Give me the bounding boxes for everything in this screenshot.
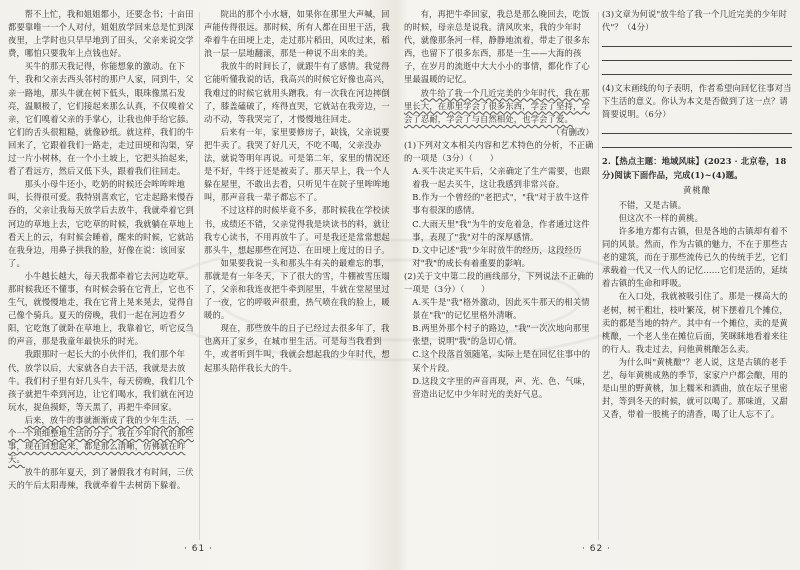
option-a: A.买牛决定买牛后，父亲确定了生产需要，也跟着我一起去买牛，这让我感到非常兴奋。: [412, 166, 591, 190]
right-page-column-1: [404, 8, 594, 544]
left-page-column-1: [8, 8, 194, 544]
paragraph: 许多地方都有古镇，但是各地的古镇却有着不同的风景。然而，作为古镇的魅力，不在于那些古老的建筑，而在于那些流传已久的传统手艺，它们承载着一代又一代人的记忆……它们是活的，延续着古镇的生命和呼吸。: [602, 225, 788, 289]
option-b: B.两里外那个村子的路边，"我"一次次地向那里张望，说明"我"的急切心情。: [412, 323, 590, 347]
paragraph: 院出的那个小水塘，如果你在那里大声喊，回声能传得很远。那时候，所有人都在田里干活，我牵着牛在田埂上走，走过那片稻田，风吹过来，稻浪一层一层地翻滚，那是一种说不出来的美。: [204, 9, 390, 59]
option-d: D.文中记述"我"少年时放牛的经历，这段经历对"我"的成长有着重要的影响。: [412, 244, 582, 268]
left-page: [8, 8, 392, 556]
paragraph: 放牛给了我一个几近完美的少年时代，我在那里长大，在那里学会了很多东西，学会了坚持，学会了忍耐，学会了与自然相处，也学会了爱。: [404, 87, 590, 124]
question-2: (2)关于文中第二段的画线部分，下列说法不正确的一项是（3分）（ ）: [404, 270, 594, 294]
paragraph: 不过这样的时候毕竟不多，那时候我在学校读书，成绩还不错，父亲觉得我是块读书的料，就让我专心读书，不用再放牛了。可是我还是常常想起那头牛，想起那些在河边、在田埂上度过的日子。: [204, 205, 390, 255]
option-c: C.大雨天里"我"为牛的安危着急，作者通过这件事，表现了"我"对牛的深厚感情。: [412, 218, 590, 242]
paragraph: 后来有一年，家里要修房子，缺钱，父亲说要把牛卖了。我哭了好几天，不吃不喝，父亲没办法，就说等明年再说。可是第二年，家里的情况还是不好，牛终于还是被卖了。那天早上，我一个人躲在屋里，不敢出去看，只听见牛在院子里哞哞地叫，那声音我一辈子都忘不了。: [204, 126, 390, 203]
option-b: B.作为一个曾经的"老把式"，"我"对于放牛这件事有很深的感情。: [412, 192, 590, 216]
question-3: (3)文章为何说"放牛给了我一个几近完美的少年时代"？（4分）: [602, 9, 788, 33]
paragraph: 现在，那些放牛的日子已经过去很多年了，我也离开了家乡，在城市里生活。可是每当我看到牛，或者听到牛叫，我就会想起我的少年时代，想起那头陪伴我长大的牛。: [204, 323, 390, 373]
column-divider: [598, 12, 599, 540]
paragraph: 买牛的那天我记得，你能想象的激动。在下午，我和父亲去西头邻村的那户人家，同到牛，父亲一路地，那头牛就在树下低头，眼珠像黑石发亮，温顺极了，它们接起来那么认真，不仅嗅着父亲，它们嗅着父亲的手掌心，让我也伸手给它舔。它们的舌头很粗糙，就像砂纸。就这样，我们的牛回来了，它跟着我们一路走，走过田埂和沟渠，穿过一片小树林，在一个小土坡上，它把头抬起来，看了看远方，然后又低下头，跟着我们往回走。: [8, 61, 194, 177]
paragraph: 小牛越长越大，每天我都牵着它去河边吃草。那时候我还不懂事，有时候会骑在它背上，它也不生气，就慢慢地走，我在它背上晃来晃去，觉得自己像个骑兵。夏天的傍晚，我们一起在河边看夕阳，它吃饱了就卧在草地上，我靠着它，听它反刍的声音，那是我童年最快乐的时光。: [8, 270, 194, 347]
answer-line[interactable]: [602, 135, 792, 148]
paragraph: 在入口处，我就被吸引住了。那是一棵高大的老树，树干粗壮，枝叶繁茂，树下摆着几个摊位，卖的都是当地的特产。其中有一个摊位，卖的是黄桃酿，一个老人坐在摊位后面，笑眯眯地看着来往的行人。我走过去，问他黄桃酿怎么卖。: [602, 291, 788, 354]
paragraph: 为什么叫"黄桃酿"？老人说，这是古镇的老手艺，每年黄桃成熟的季节，家家户户都会酿，用的是山里的野黄桃，加上糯米和酒曲，放在坛子里密封，等到冬天的时候，就可以喝了。那味道，又甜又香，带着一股桃子的清香，喝了让人忘不了。: [602, 356, 788, 420]
page-number-right: · 62 ·: [582, 544, 611, 554]
right-page: [404, 8, 792, 556]
answer-line[interactable]: [602, 62, 792, 75]
question-4: (4)文末画线的句子表明，作者希望向回忆往事对当下生活的意义。你认为本文是否做到了这一点？请简要说明。（6分）: [602, 83, 792, 120]
source-note: （有删改）: [551, 126, 594, 137]
paragraph: 后来，放牛的事就渐渐成了我的少年生活，一个一个琐细整地生活的分子。我在少年时代的那些事，现在回想起来，都是那么清晰，仿佛就在昨天。: [8, 414, 194, 465]
right-page-column-2: [602, 8, 792, 544]
option-c: C.这个段落首领随笔，实际上是在回忆往事中的某个片段。: [412, 349, 591, 373]
paragraph: 我放牛的时间长了，就跟牛有了感情。我觉得它能听懂我说的话，我高兴的时候它好像也高兴，我难过的时候它就用头蹭我。有一次我在河边摔倒了，膝盖磕破了，疼得直哭，它就站在我旁边，一动不动，等我哭完了，才慢慢地往回走。: [204, 61, 390, 124]
page-number-left: · 61 ·: [184, 544, 213, 554]
answer-line[interactable]: [602, 121, 792, 134]
paragraph: 那头小母牛还小，吃奶的时候还会哞哞哞地叫，长得很可爱。我特别喜欢它，它走起路来慢吞吞的，父亲让我每天放学后去放牛，我就牵着它到河边的草地上去，它吃草的时候，我就躺在草地上看天上的云，有时候会睡着，醒来的时候，它就站在我身边，用鼻子拱我的脸，好像在说：该回家了。: [8, 179, 194, 268]
paragraph: 我跟那时一起长大的小伙伴们，我们那个年代，放学以后，大家就各自去干活，我就是去放牛。我们村子里有好几头牛，每天傍晚，我们几个孩子就把牛牵到河边，让它们喝水，我们就在河边玩水，捉鱼摸虾，等天黑了，再把牛牵回家。: [8, 349, 194, 412]
answer-line[interactable]: [602, 48, 792, 61]
paragraph: 但这次不一样的黄桃。: [618, 212, 704, 223]
paragraph: 有，再把牛牵回家，我总是那么晚回去，吃饭的时候，母亲总是说我。清风吹来，我的少年时代，就像那条河一样，静静地流着，带走了很多东西，也留下了很多东西，那是一生——大海的孩子，在岁月的流逝中大大小小的事情，都化作了心里最温暖的记忆。: [404, 9, 590, 85]
option-a: A.买牛是"我"格外激动，因此买牛那天的相关情景在"我"的记忆里格外清晰。: [412, 297, 590, 321]
paragraph: 帮不上忙，我和姐姐都小，还要念书；十亩田都要靠唯一一个人对付，姐姐放学回来总是忙到深夜里，上学时也只早早地到了田头，父亲来说交学费，哪怕只要我年上点钱也好。: [8, 9, 194, 59]
poem-title: 黄桃酿: [683, 184, 711, 195]
question-1: (1)下列对文本相关内容和艺术特色的分析，不正确的一项是（3分）（ ）: [404, 139, 594, 164]
topic-heading: 2.【热点主题：地域风味】(2023 · 北京卷，18分)阅读下面作品，完成(1)~(4)题。: [602, 156, 787, 180]
paragraph: 如果要我说一头和那头牛有关的最难忘的事，那就是有一年冬天，下了很大的雪，牛棚被雪压塌了，父亲和我连夜把牛牵到屋里，牛就在堂屋里过了一夜，它的呼吸声很重，热气喷在我的脸上，暖暖的。: [204, 257, 390, 321]
paragraph: 不错，又是古镇。: [618, 199, 687, 210]
paragraph: 放牛的那年夏天，到了暑假我才有时间，三伏天的午后太阳毒辣，我就牵着牛去树荫下躲着。: [8, 467, 194, 491]
left-page-column-2: [204, 8, 390, 544]
answer-line[interactable]: [602, 34, 792, 47]
option-d: D.这段文字里的声音再现，声、光、色、气味，营造出记忆中少年时光的美好气息。: [412, 375, 591, 399]
column-divider: [199, 12, 200, 540]
